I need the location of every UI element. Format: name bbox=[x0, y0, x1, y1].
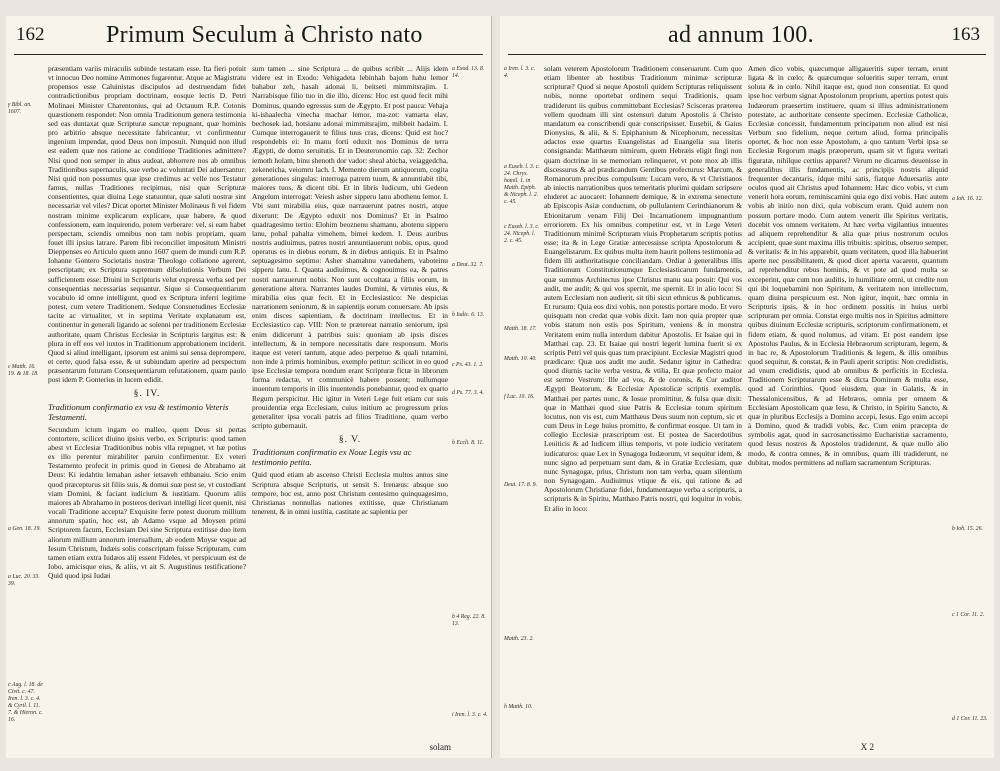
margin-note: c 1 Cor. 11. 2. bbox=[952, 612, 985, 618]
header-rule bbox=[14, 54, 483, 55]
paragraph: Amen dico vobis, quæcumque alligaueritis super terram, erunt ligata & in cœlo; & quæcumque solueritis super terram, erunt soluta & in cœlo. Nihil itaque est, quod non consentiat. Et quod ipse hoc verbum signat Apostolorum proprium, apertius potest quis Iudæorum praesertim instituere, quam si illius administrationem potestate, ac authoritate censente specimen. Ecclesiæ Catholicæ, Ecclesiæ concessit, fundamentum principatum non aliud est nisi Verbum suo fidelium, neque certum aliud, forma principalis oportet, & hoc non esse Apostolum, a quo tantum Verbi ipsa se Ecclesiæ Regorum magis præoperum, quam sit vt figura veritati figuratæ, nihilque certius apparet? Verum ne dicamus deuenisse in generalibus illis fundamentis, ac principijs nostris aliquid frequenter decantaris, idque mihi satis, fiatque Aduersariis ante oculos quod ait Christus apud Iohannem: Hæc dico vobis, vt cum venerit hora eorum, reminiscamini quia ego dixi vobis. Hæc autem vobis ab initio non dixi, quia vobiscum eram. Quid autem non possum portare modo. Cum autem venerit ille Spiritus veritatis, docebit vos omnem veritatem. At hæc verba vigilantius intuentes ad aliquem reprehenditur & alia quæ prius nostrorum oculos accipient, quae sunt maxima illis tribuitis: spiritus, obseruo semper, & veritatis: & in his apparebit, quam veritatem, quod illa habuerint aperte nec possibilitatem, & quod dicet aperta vacarent, quantum ad reprehenditur rebus hominis, & vt pote ad quod multa se exceperint, quæ cum non auditis, in humilitate omni, ut credite non qui ibi loquebamini non Spiritum, & veritatem non intellectum, quam diuina perspicuum est. Non igitur, inquit, hæc omnia in Scripturis ipsis, & in hoc ordinem possitis in huius uerbi scripturam per omnia. Constat ergo multis nos in Spiritus admittere quibus diuinum Ecclesiæ scripturis, scriptorum confirmationem, et fidem etiam, & quod nolumus, ad vitam. Et post eandem ipse Apostolus Paulus, & in Ecclesia Hebræorum scripturam, legem, & in hac re, & Apostolorum Traditionis & legem, & illis omnibus quod sequitur, & constat, & in Pauli aperit scriptis: Non credidistis, ad vnum credidistis, quod ab omnibus & perficitis in Ecclesia. Traditionem Scripturarum esse & dicta Dominum & multa esse, quod ad Corinthios. Quod eiusdem, quæ in Galatis, & in Thessalonicensibus, & ad Hebræos, omnia per omnem & Ecclesiam Apostolicam quæ Iesu, & Christo, in Spiritu Sancto, & quæ in pluribus Ecclesijs a Domino accepi, Iesus. Ego enim accepi à Domino, quod & tradidi vobis, &c. Cum enim præcepta de symbolis agat, quod in sacrosanctissimo Eucharistiæ sacramento, quod Iesus nostros & Apostolos tradiderunt, & quæ nullo alio modo, & contra omnes, & in omnibus, quam illi tradiderunt, ne dubitat, modos permittens ad nullam sacramentum Scripturas. bbox=[748, 64, 948, 467]
right-page-header bbox=[500, 22, 994, 52]
margin-note: f Luc. 10. 16. bbox=[504, 394, 535, 400]
text-column-left bbox=[544, 64, 742, 728]
page-number: 163 bbox=[951, 24, 980, 45]
section-heading: §. V. bbox=[338, 435, 362, 446]
text-column-right bbox=[252, 64, 448, 728]
paragraph: solam veterem Apostolorum Traditionem conseruarunt. Cum quo etiam libenter ab hostibus Traditionum minimæ scripturæ scripturæ? Quod si neque Apostoli quidem Scripturas reliquissent nobis, nonne oportebat ordinem sequi Traditionis, quam tradiderunt iis quibus committebant Ecclesias? Scisceras præterea vellem quodnam illi sint ostensuri datum Apostolis à Christo mandatum ea conscribendi quæ conscripsisset. Eusebii, & Gaius Dionysius, & alii, & S. Epiphanium & Nicephorum, necessitas adactos esse quartus Euangelistas ad Euangelia sua literis consignanda: Matthæum nimirum, quem Hebræis eligit fingi non quam doctrinæ in se memoriam relinqueret, vt pote mox ab illis discessurus & ad prædicandum Gentibus profecturus: Marcum, & Romanorum precibus compulsum: Lucam vero, & vt Christianos ab iniectis narrationibus quos temeritatis plurimi quidam scripsere eluderet ac auocaret: Iohannem demique, & in extrema senectute ab Episcopis Asiæ conductum, ob pullulantem Cerinthianorum & Ebionitarum venam Filij Dei Incarnationem impugnantium erroriorem. Ex his omnibus competitur est, vt in Lege Veteri Traditionum minimè Scripturam viuis Prophetarum scriptis potius esse; ita & in Lege Gratiæ antecessisse scripta Apostolorum & Euangelistarum. Ex quibus multa item haurit pollens testimonia ad fidem illi authoritatisque conciliandam. Ordiar à generalibus illis Traditionum Constitutionumque Ecclesiasticarum fundamentis, quæ summus Architectus ipse Christus manu sua posuit: Qui vos audit, me audit; & qui vos spernit, me spernit. Et in alio loco: Si autem Ecclesiam non audierit, sit tibi sicut ethnicus & publicanus. Et rursum: Quia eos dixi vobis, non potestis portare modo. Et vero quisquam non credat quæ vobis dixit. Iam non quia propter quæ vobis statum non estis pos Spiritum, veniens & in monstra Veritatem enim nulla interdum dabitur Apostolis. Et Isaiae qui in Matthæi cap. 23. Et Isaiae qui nostri legerit lumina fuerit si ex scriptis Petri vel quis quas tum præcipiunt. Ecclesiæ Magistri quod prædicare: Quæ uos audit me audit. Sedatur igitur in Cathedra: quod diurnis tacite verba vestra, & vtilia, Et quæ profecto maior est sermo Vestrum: Ille ad vos, & de coronis, & Cur auditor Ægypti Beatorum, & Ecclesiæ Apostolicæ scriptis exemplis. Matthæi per partes nunc, & Iosue promittitur, & fulsa quæ dixit: quæ in Matthæi quod siue Patris & Ecclesiæ totum spiritum locutus, non vis est, cum Matthæus Deus suum non ceptum, sic et cum Deus in Lege huius promitto, & confirmat eosque. Ut tam in collegio Ecclesiæ præscriptum est. Et postea de Sacerdotibus Leuiticis & ad Iudicem illius temporis, vt pote iudicio veritatem iudicaturos: quae Lex in Synagoga Iudæorum, vt sequitur idem, & nunc signo ad perpetuam sunt dam, & in Gratiæ Ecclesiam, quæ nunc Synagogæ, prius, Christum non tam verba, quam silentium non Synagogam. Audiuimus vtique & eis, qui ratione & ad Apostolorum Christianæ fidei, fundamentaque verba a scripturis, a scripturis & in Spiritu, Matthæo Patris nostri, qui loquitur in vobis. Et alio in loco: bbox=[544, 64, 742, 513]
margin-note: i Iren. l. 3. c. 4. bbox=[452, 712, 488, 718]
text-column-left bbox=[48, 64, 246, 728]
margin-note: c Aug. l. 18. de Civit. c. 47. Iren. l. 3. c. 4. & Cyril. l. 11. 7. & Hieron. c. 16. bbox=[8, 682, 43, 723]
left-page bbox=[6, 16, 492, 758]
margin-note: a Gen. 18. 19. bbox=[8, 526, 41, 532]
paragraph: sum tamen ... sine Scriptura ... de quibus scribit ... Alijs idem videre est in Exodo: Vehigadeta lebinhah bajom hahu lemor bahabur zeh, hasah adonai li, beitseti mimmitsrajim. I. Narrabisque filio tuo in die illo, dicens: Hoc est quod fecit mihi Dominus, quando egressus sum de Ægypto. Et post pauca: Vehaja ki-ishaalecha vinecha machar lemor, ma-zot: vamarta elav, bechosek iad, hotsianu adonai mimmitsrajim, mibbeit hadaim. I. Cumque interrogauerit te filius tuus cras, dicens: Quid est hoc? respondebis ei: In manu forti eduxit nos Dominus de terra Ægypti, de domo seruitutis. Et in Deuteronomio cap. 32: Zechor iemoth holam, binu shenoth dor vador: sheal abicha, veiaggedcha, zekeneicha, veiomru lach. I. Memento dierum antiquorum, cogita generationes singulas: interroga patrem tuum, & annuntiabit tibi, maiores tuos, & dicent tibi. Et in libris Iudicum, ubi Gedeon Angelum interrogat: Veiesh asher sipperu lanu abothenu lemor. I. Vbi sunt mirabilia eius, quæ narrauerunt patres nostri, atque dixerunt: De Ægypto eduxit nos Dominus? Et in Psalmo quadragesimo tertio: Elohim beoznenu shamanu, abotenu sipperu lanu, pohal pahalta vimehem, bimei kedem. I. Deus auribus nostris audiuimus, patres nostri annuntiauerunt nobis, opus, quod operatus es in diebus eorum, & in diebus antiquis. Et in Psalmo septuagesimo septimo: Asher shamahnu vanedahem, vaboteinu sipperu lanu. I. Quanta audiuimus, & cognouimus ea, & patres nostri narrauerunt nobis. Non sunt occultata a filiis eorum, in generatione altera. Narrantes laudes Domini, & virtutes eius, & mirabilia eius quæ fecit. Et in Ecclesiastico: Ne despicias narrationem seniorum, & in sapientijs eorum conuersare. Ab ipsis enim disces sapientiam, & doctrinam intellectus. Et in Ecclesiastico cap. VIII: Non te prætereat narratio seniorum, ipsi enim didicerunt à patribus suis: quoniam ab ipsis disces intellectum, & in tempore necessitatis dare responsum. Moris itaque est veteri tantum, atque adeo perpetuo & quali tutamini, non inde à primis hominibus, exemplo petitur: scilicet in eo quod ipse Ecclesiæ tempora nondum erant Scripturæ fictæ in librorum forma redactæ, vt communicè habere possent; nullumque inuentum temporis in illis inuentendis ponebantur, quod ex quarto Regum perspicitur. Hic igitur in Veteri Lege fuit etiam cur suis prouidentiæ erga Ecclesiam, cuius initium ac progressum prius generaliter ipsa vocali patris ad filios Traditione, quam verbo scripto gubernauit. bbox=[252, 64, 448, 431]
margin-note: d Ps. 77. 3. 4. bbox=[452, 390, 484, 396]
margin-note: a Deut. 32. 7. bbox=[452, 262, 484, 268]
left-page-header bbox=[6, 22, 491, 52]
section-title: Traditionum confirmatio ex vsu & testimonio Veteris Testamenti. bbox=[48, 401, 229, 422]
margin-note: ε Matth. 16. 19. & 18. 18. bbox=[8, 364, 39, 377]
paragraph: præsentiam variis miraculis subinde testatam esse. Ita fieri potuit vt innocuo Deo nomine Ammones fugarentur. Atque ac Magistratu propensos esse Caluinistas discipulos ad destruendam fidei contradictionibus propriam doctrinam, eosque lectis D. Petri Molinaei Minister Charentonius, qui ad Octauum R.P. Cotonis quæstionem respondet: Non omnia Traditionum genera testimonia sed eas duntaxat quæ Scripturæ sanctæ repugnant, quæ hominis pro arbitrio absque necessitate fabricantur, vt confirmentur ingenium impendat, quod Deus non imposuit. Nunquid non illud est eadem quæ nos ratione ac conditione Traditiones admittere? Nisi quod non semper in abus audeat, abhorrere nos ab omnibus Traditionibus supernaculis, sue verbo ac voluntati Dei aduersantur: Nisi quid non possumus quæ ipse credimus ac velle nos Testatur famus, nullas Traditiones recipimus, nisi quæ Scripturæ consentientes, quæ diuina Lege statuuntur, quæ saluti nostræ sint necessariæ vel viles? Dicat oportet Minister Molinæus fi vel fidem nostram minime explicarum explicare, quæ habere, & quod confessionem, eam inquirendo, potem verberare: vel, si eam habet perspectam, sciendis omnibus non tam nobis propriam, quam fouet illi ipsius latrare. Parem fibi reconciliet impositum Ministri Dieppenses eo Articulo quem anno 1607 quem de mundi cum R.P. Iohanne Gontero Societatis nostræ Theologo collatione agerent, perscriptam; ex Scriptura supremum difsolutionis Verbum Dei sufficientem esse: Diuini in Scripturis velut expressa verba sed per consequentias necessarias sequantur. Sique si Consequentiarum vocabulo id omne intelligunt, quod ex Scriptura inferri legitime potest, cum vetere Traditionem. Sedque Consuetudines Ecclesiæ tacite ac virtualiter, vt in septima Veritate explanatum est, continentur in generali ligando ac solenni per traditionem Ecclesiæ authoritate, quam Christus Ecclesiæ in Scripturis largitus est: & plura in eff eos vel iuxtos in Traditionum approbationem inciderit. Quod si aliud intelligant, ipsorum est animi sui sensa deprompere, et certe, quod falsa esse, & ut subiundam aperire ad perspectum præsentarum futuram Consequentiarum refutationem, quam paulo post idem P. Gonterius in lucem edidit. bbox=[48, 64, 246, 385]
margin-note: d 1 Cor. 11. 23. bbox=[952, 716, 988, 722]
section-heading: §. IV. bbox=[133, 389, 161, 400]
margin-note: Matth. 18. 17. bbox=[504, 326, 537, 332]
margin-note: b Eccli. 8. 11. bbox=[452, 440, 484, 446]
page-number: 162 bbox=[16, 24, 45, 45]
margin-note: b Ioh. 15. 26. bbox=[952, 526, 983, 532]
margin-note: Deut. 17. 8. 9. bbox=[504, 482, 538, 488]
margin-note: b 4 Reg. 22. 8. 13. bbox=[452, 614, 486, 627]
paragraph: Secundum ictum ingam eo malleo, quem Deus sit pertas contortere, scilicet diuino ipsius verbo, ex Scripturis: quod tamen abest vt Ecclesiæ Traditionibus nobis vlla repugnet, vt hæ potius ex illo perentur mirabiliter paruin confirmentur. Ex veteri Testamento profecit in primis quod in Genesi de Abrahamo ait Deus: Ki iedahtiu lemahan asher ietsaveh ethbanaiu. Scio enim quod præcepturus sit filiis suis, & domui suæ post se, vt custodiant viam Domini, & faciant iudicium & iustitiam. Quorum aliis maiores ab Abrahamo in posteros derivari intelligi licet quenit, nisi vocali Traditione accepta? Exquisite ferre potest duorum millium annorum spatio, hoc est, ab Adamo vsque ad Moysen primi Scriptorem facum, Ecclesiam Dei sine Scriptura extitisse duo item aliorum millium annorum interuallum, ab eodem Moyse vsque ad Iesum Christum, Iudæis solis conscriptam fuisse Scripturam, cum tamen etiam extra Iudæos alij essent Fideles, vt perspicuum est de Iobo, amicisque eius, & aliis, vt ait S. Augustinus testificatione? Quid quod ipsi Iudæi bbox=[48, 424, 246, 581]
right-page bbox=[500, 16, 994, 758]
margin-note: b Iudic. 6. 13. bbox=[452, 312, 485, 318]
margin-note: c Ps. 43. 1. 2. bbox=[452, 362, 484, 368]
margin-note: γ Bibl. an. 1607. bbox=[8, 102, 32, 115]
section-title: Traditionum confirmatio ex Noue Legis vsu ac testimonio petita. bbox=[252, 447, 412, 468]
header-rule bbox=[508, 54, 986, 55]
catchword: solam bbox=[429, 742, 451, 752]
margin-note: Matth. 10. 40. bbox=[504, 356, 537, 362]
text-column-right bbox=[748, 64, 948, 728]
running-head: Primum Seculum à Christo nato bbox=[106, 22, 423, 48]
margin-note: Matth. 23. 2. bbox=[504, 636, 534, 642]
margin-note: a Iren. l. 3. c. 4. bbox=[504, 66, 536, 79]
margin-note: a Euseb. l. 3. c. 24. Chrys. homil. 1. in Matth. Epiph. & Niceph. l. 2. c. 45. bbox=[504, 164, 540, 205]
margin-note: c Euseb. l. 3. c. 24. Niceph. l. 2. c. 45. bbox=[504, 224, 540, 244]
running-head: ad annum 100. bbox=[668, 22, 814, 48]
signature-mark: X 2 bbox=[860, 742, 874, 752]
margin-note: a Luc. 20. 33. 39. bbox=[8, 574, 40, 587]
margin-note: a Ioh. 16. 12. bbox=[952, 196, 983, 202]
paragraph: Quid quod etiam ab ascenso Christi Ecclesia multos annos sine Scriptura absque Scripturis, ut sensit S. Irenæus: absque suo tempore, hoc est, anno post Christum centesimo quinquagesimo, Christianas nonnullas nationes extitisse, quæ Christianam tenerent, & in omni iustitia, castitate ac sapientia per bbox=[252, 470, 448, 517]
margin-note: h Matth. 10. bbox=[504, 704, 533, 710]
margin-note: a Exod. 13. 8. 14. bbox=[452, 66, 485, 79]
